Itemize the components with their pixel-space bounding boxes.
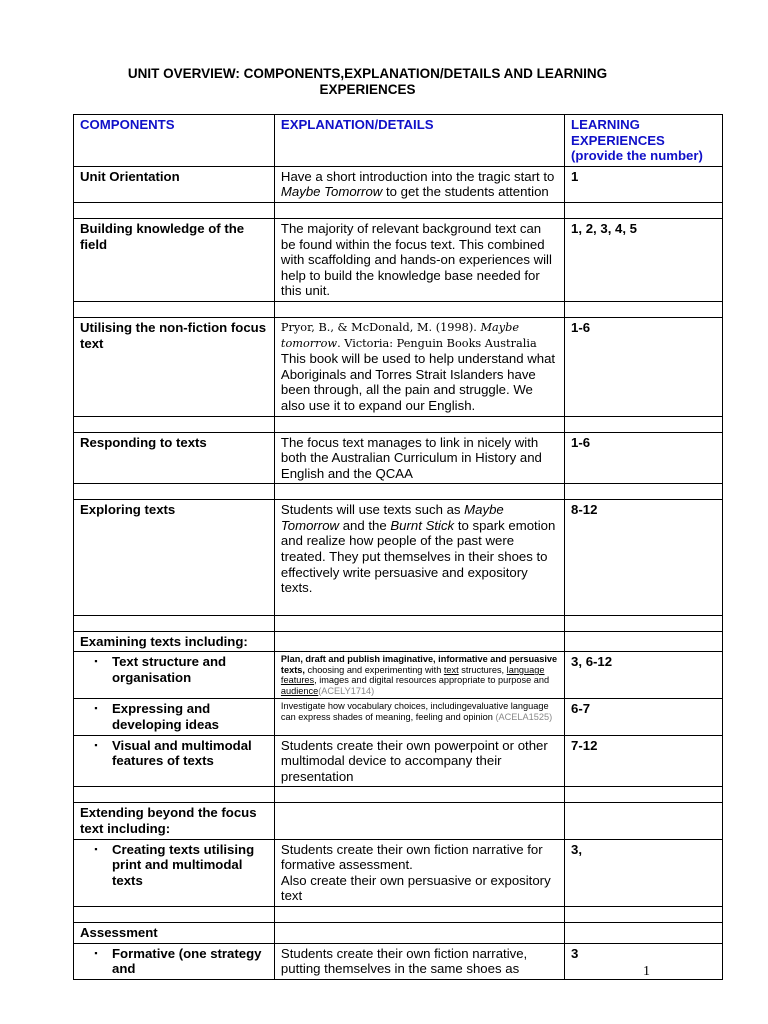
header-explanation: EXPLANATION/DETAILS bbox=[274, 115, 564, 167]
title-line-1: UNIT OVERVIEW: COMPONENTS,EXPLANATION/DETAILS AND LEARNING bbox=[127, 66, 608, 81]
table-row bbox=[74, 317, 723, 416]
learning-cell: 8-12 bbox=[565, 500, 723, 616]
component-cell: Responding to texts bbox=[74, 432, 275, 484]
component-cell: ▪ Formative (one strategy and bbox=[74, 943, 275, 979]
component-cell: Exploring texts bbox=[74, 500, 275, 616]
table-row bbox=[74, 922, 723, 943]
component-cell: Assessment bbox=[74, 922, 275, 943]
explanation-cell: Students create their own powerpoint or other multimodal device to accompany their presentation bbox=[274, 735, 564, 787]
bullet-icon: ▪ bbox=[94, 656, 98, 667]
component-cell: ▪ Text structure and organisation bbox=[74, 652, 275, 699]
table-row bbox=[74, 652, 723, 699]
table-row bbox=[74, 699, 723, 735]
header-learning-label: LEARNING EXPERIENCES bbox=[571, 117, 665, 148]
table-row bbox=[74, 839, 723, 906]
spacer-row bbox=[74, 484, 723, 500]
spacer-row bbox=[74, 202, 723, 218]
header-row bbox=[74, 115, 723, 167]
learning-cell: 7-12 bbox=[565, 735, 723, 787]
explanation-cell: Students will use texts such as Maybe Tomorrow and the Burnt Stick to spark emotion and realize how people of the past were treated. They put themselves in their shoes to effectively write persuasive and expository texts. bbox=[274, 500, 564, 616]
header-learning-note: (provide the number) bbox=[571, 148, 703, 164]
spacer-row bbox=[74, 615, 723, 631]
learning-cell: 1-6 bbox=[565, 317, 723, 416]
table-row bbox=[74, 631, 723, 652]
table-row bbox=[74, 803, 723, 839]
title-line-2: EXPERIENCES bbox=[319, 82, 416, 97]
component-cell: ▪ Creating texts utilising print and multimodal texts bbox=[74, 839, 275, 906]
table-row bbox=[74, 432, 723, 484]
header-learning bbox=[565, 115, 723, 167]
table-row bbox=[74, 218, 723, 301]
page-number: 1 bbox=[643, 964, 650, 979]
explanation-cell: Plan, draft and publish imaginative, informative and persuasive texts, choosing and experimenting with text structures, language features, images and digital resources appropriate to purpose and audience(ACELY1714) bbox=[274, 652, 564, 699]
explanation-cell: Students create their own fiction narrative for formative assessment. Also create their own persuasive or expository text bbox=[274, 839, 564, 906]
spacer-row bbox=[74, 416, 723, 432]
bullet-icon: ▪ bbox=[94, 843, 98, 854]
component-cell: ▪ Expressing and developing ideas bbox=[74, 699, 275, 735]
book-reference: Pryor, B., & McDonald, M. (1998). Maybe tomorrow. Victoria: Penguin Books Australia bbox=[280, 320, 537, 350]
spacer-row bbox=[74, 906, 723, 922]
explanation-cell: Investigate how vocabulary choices, includingevaluative language can express shades of meaning, feeling and opinion (ACELA1525) bbox=[274, 699, 564, 735]
learning-cell: 1, 2, 3, 4, 5 bbox=[565, 218, 723, 301]
header-components: COMPONENTS bbox=[74, 115, 275, 167]
component-cell: Examining texts including: bbox=[74, 631, 275, 652]
learning-cell: 1 bbox=[565, 166, 723, 202]
bullet-icon: ▪ bbox=[94, 947, 98, 958]
component-cell: Unit Orientation bbox=[74, 166, 275, 202]
component-cell: ▪ Visual and multimodal features of texts bbox=[74, 735, 275, 787]
bullet-icon: ▪ bbox=[94, 703, 98, 714]
table-row bbox=[74, 166, 723, 202]
learning-cell: 3 bbox=[565, 943, 723, 979]
spacer-row bbox=[74, 787, 723, 803]
learning-cell: 3, 6-12 bbox=[565, 652, 723, 699]
unit-overview-table bbox=[73, 114, 723, 980]
learning-cell: 3, bbox=[565, 839, 723, 906]
explanation-cell: Pryor, B., & McDonald, M. (1998). Maybe tomorrow. Victoria: Penguin Books Australia This book will be used to help understand what Aboriginals and Torres Strait Islanders have been through, all the pain and struggle. We also use it to expand our English. bbox=[274, 317, 564, 416]
explanation-cell: The focus text manages to link in nicely with both the Australian Curriculum in History and English and the QCAA bbox=[274, 432, 564, 484]
component-cell: Utilising the non-fiction focus text bbox=[74, 317, 275, 416]
explanation-cell: Students create their own fiction narrative, putting themselves in the same shoes as bbox=[274, 943, 564, 979]
table-row bbox=[74, 735, 723, 787]
table-row bbox=[74, 500, 723, 616]
explanation-cell: The majority of relevant background text can be found within the focus text. This combined with scaffolding and hands-on experiences will help to build the knowledge base needed for this unit. bbox=[274, 218, 564, 301]
component-cell: Extending beyond the focus text including: bbox=[74, 803, 275, 839]
table-row bbox=[74, 943, 723, 979]
component-cell: Building knowledge of the field bbox=[74, 218, 275, 301]
learning-cell: 6-7 bbox=[565, 699, 723, 735]
learning-cell: 1-6 bbox=[565, 432, 723, 484]
bullet-icon: ▪ bbox=[94, 739, 98, 750]
explanation-cell: Have a short introduction into the tragic start to Maybe Tomorrow to get the students attention bbox=[274, 166, 564, 202]
page-title bbox=[60, 66, 675, 98]
spacer-row bbox=[74, 301, 723, 317]
